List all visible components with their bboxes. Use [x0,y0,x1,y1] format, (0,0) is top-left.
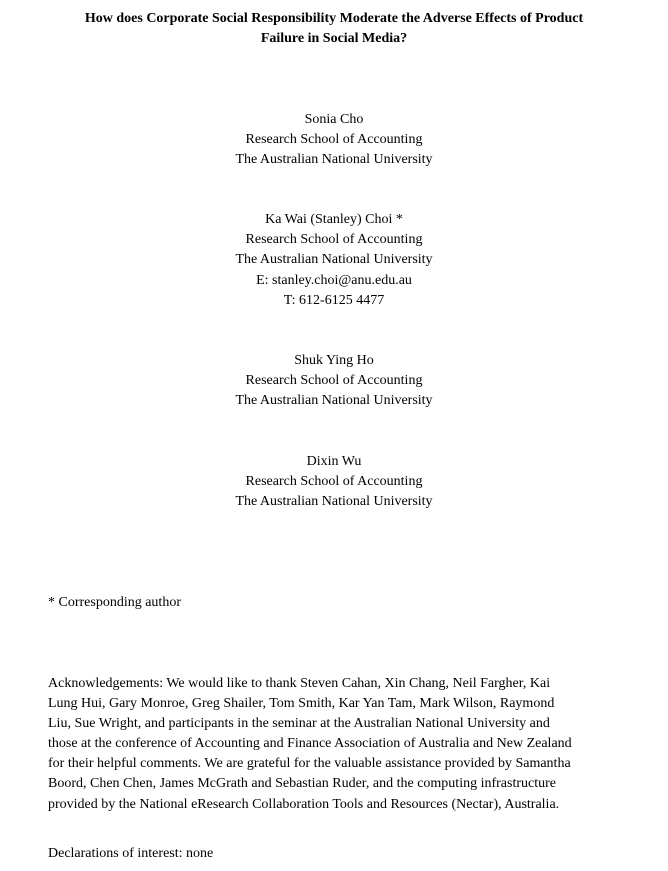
author-block-2 [134,210,534,311]
author-school: Research School of Accounting [245,132,423,148]
author-university: The Australian National University [235,152,433,168]
acknowledgements-paragraph [48,674,623,815]
author-block-1 [134,110,534,171]
acknowledgements-line: Boord, Chen Chen, James McGrath and Sebastian Ruder, and the computing infrastructure [48,776,556,792]
author-university: The Australian National University [235,393,433,409]
acknowledgements-line: Acknowledgements: We would like to thank Steven Cahan, Xin Chang, Neil Fargher, Kai [48,676,551,691]
author-university: The Australian National University [235,252,433,268]
author-school: Research School of Accounting [245,474,423,490]
paper-title-line-1: How does Corporate Social Responsibility Moderate the Adverse Effects of Product [84,11,584,26]
paper-title-line-2: Failure in Social Media? [260,31,408,46]
author-phone: T: 612-6125 4477 [283,292,385,308]
declarations-of-interest: Declarations of interest: none [48,846,214,861]
acknowledgements-line: for their helpful comments. We are grateful for the valuable assistance provided by Samantha [48,756,571,772]
acknowledgements-line: Lung Hui, Gary Monroe, Greg Shailer, Tom Smith, Kar Yan Tam, Mark Wilson, Raymond [48,696,555,712]
author-name: Shuk Ying Ho [294,353,374,368]
acknowledgements-line: provided by the National eResearch Collaboration Tools and Resources (Nectar), Australia. [48,796,560,812]
author-university: The Australian National University [235,494,433,510]
author-block-3 [134,351,534,412]
acknowledgements-line: those at the conference of Accounting and Finance Association of Australia and New Zealand [48,736,572,752]
author-school: Research School of Accounting [245,232,423,248]
author-name: Sonia Cho [304,112,364,127]
author-name: Ka Wai (Stanley) Choi * [265,212,403,227]
paper-title [40,9,628,49]
author-name: Dixin Wu [306,454,362,469]
author-block-4 [134,452,534,513]
corresponding-author-note: * Corresponding author [48,595,181,610]
author-email: E: stanley.choi@anu.edu.au [256,272,412,288]
acknowledgements-line: Liu, Sue Wright, and participants in the seminar at the Australian National University and [48,716,550,732]
author-school: Research School of Accounting [245,373,423,389]
